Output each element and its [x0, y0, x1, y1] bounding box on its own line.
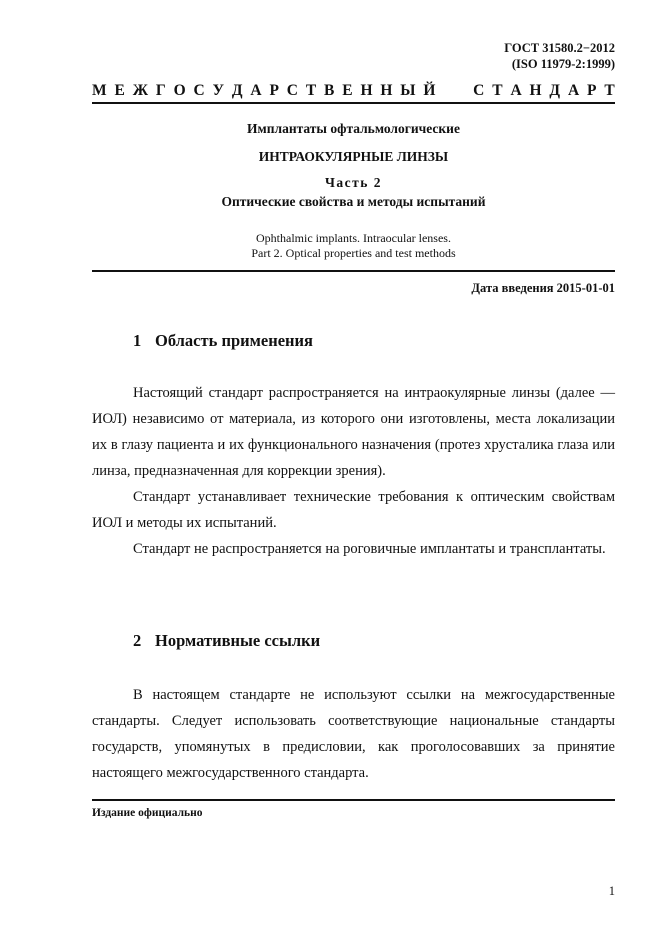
banner-letter: О: [173, 82, 186, 99]
banner-letter: Н: [360, 82, 373, 99]
section-2-body: [92, 682, 615, 786]
banner-letter: Е: [342, 82, 353, 99]
section-number: 1: [133, 331, 142, 350]
banner-letter: Г: [155, 82, 166, 99]
title-subtitle: Оптические свойства и методы испытаний: [221, 194, 486, 209]
title-line-1: Имплантаты офтальмологические: [247, 121, 460, 136]
banner-letter: Д: [549, 82, 561, 99]
banner-letter: Н: [380, 82, 393, 99]
banner-letter: В: [324, 82, 335, 99]
section-1-body: [92, 380, 615, 562]
section-1-heading: [133, 331, 313, 351]
official-edition-note: Издание официально: [92, 807, 203, 819]
banner-letter: Т: [492, 82, 503, 99]
title-line-2: ИНТРАОКУЛЯРНЫЕ ЛИНЗЫ: [258, 149, 449, 164]
banner-rule: [92, 102, 615, 104]
english-title-line-1: Ophthalmic implants. Intraocular lenses.: [256, 231, 451, 245]
banner-letter: Р: [269, 82, 279, 99]
banner-letter: Т: [604, 82, 615, 99]
banner-letter: С: [473, 82, 485, 99]
banner-letter: Р: [587, 82, 597, 99]
english-title-line-2: Part 2. Optical properties and test methods: [251, 246, 456, 260]
banner-letter: Д: [231, 82, 243, 99]
section-title: Область применения: [155, 331, 313, 350]
banner-gap: [443, 82, 465, 100]
standard-banner: [92, 82, 615, 100]
banner-letter: Ж: [132, 82, 149, 99]
banner-letter: А: [567, 82, 580, 99]
banner-letter: Ы: [400, 82, 416, 99]
banner-letter: А: [510, 82, 522, 99]
section-title: Нормативные ссылки: [155, 631, 321, 650]
paragraph: В настоящем стандарте не используют ссылки на межгосударственные стандарты. Следует использовать соответствующие национальные стандарты государств, упомянутых в предисловии, как проголосовавших за принятие настоящего межгосударственного стандарта.: [92, 687, 615, 781]
paragraph: Стандарт не распространяется на роговичные имплантаты и трансплантаты.: [133, 541, 606, 557]
date-of-introduction: Дата введения 2015-01-01: [471, 281, 615, 295]
banner-letter: Т: [305, 82, 317, 99]
document-designation: [504, 40, 615, 72]
banner-letter: М: [92, 82, 107, 99]
title-rule: [92, 270, 615, 272]
paragraph: Настоящий стандарт распространяется на интраокулярные линзы (далее — ИОЛ) независимо от материала, из которого они изготовлены, места локализации их в глазу пациента и их функционального назначения (протез хрусталика глаза или линза, предназначенная для коррекции зрения).: [92, 385, 615, 479]
iso-number: (ISO 11979-2:1999): [511, 57, 615, 71]
gost-number: ГОСТ 31580.2−2012: [504, 41, 615, 55]
title-part: Часть 2: [324, 175, 383, 190]
banner-letter: У: [212, 82, 224, 99]
banner-letter: А: [250, 82, 262, 99]
banner-letter: Е: [114, 82, 125, 99]
banner-letter: Й: [423, 82, 436, 99]
footer-rule: [92, 799, 615, 801]
english-title: [92, 231, 615, 261]
section-number: 2: [133, 631, 142, 650]
banner-letter: Н: [529, 82, 542, 99]
banner-letter: С: [193, 82, 205, 99]
paragraph: Стандарт устанавливает технические требования к оптическим свойствам ИОЛ и методы их испытаний.: [92, 489, 615, 531]
page-number: 1: [608, 884, 615, 898]
section-2-heading: [133, 631, 320, 651]
banner-letter: С: [286, 82, 298, 99]
